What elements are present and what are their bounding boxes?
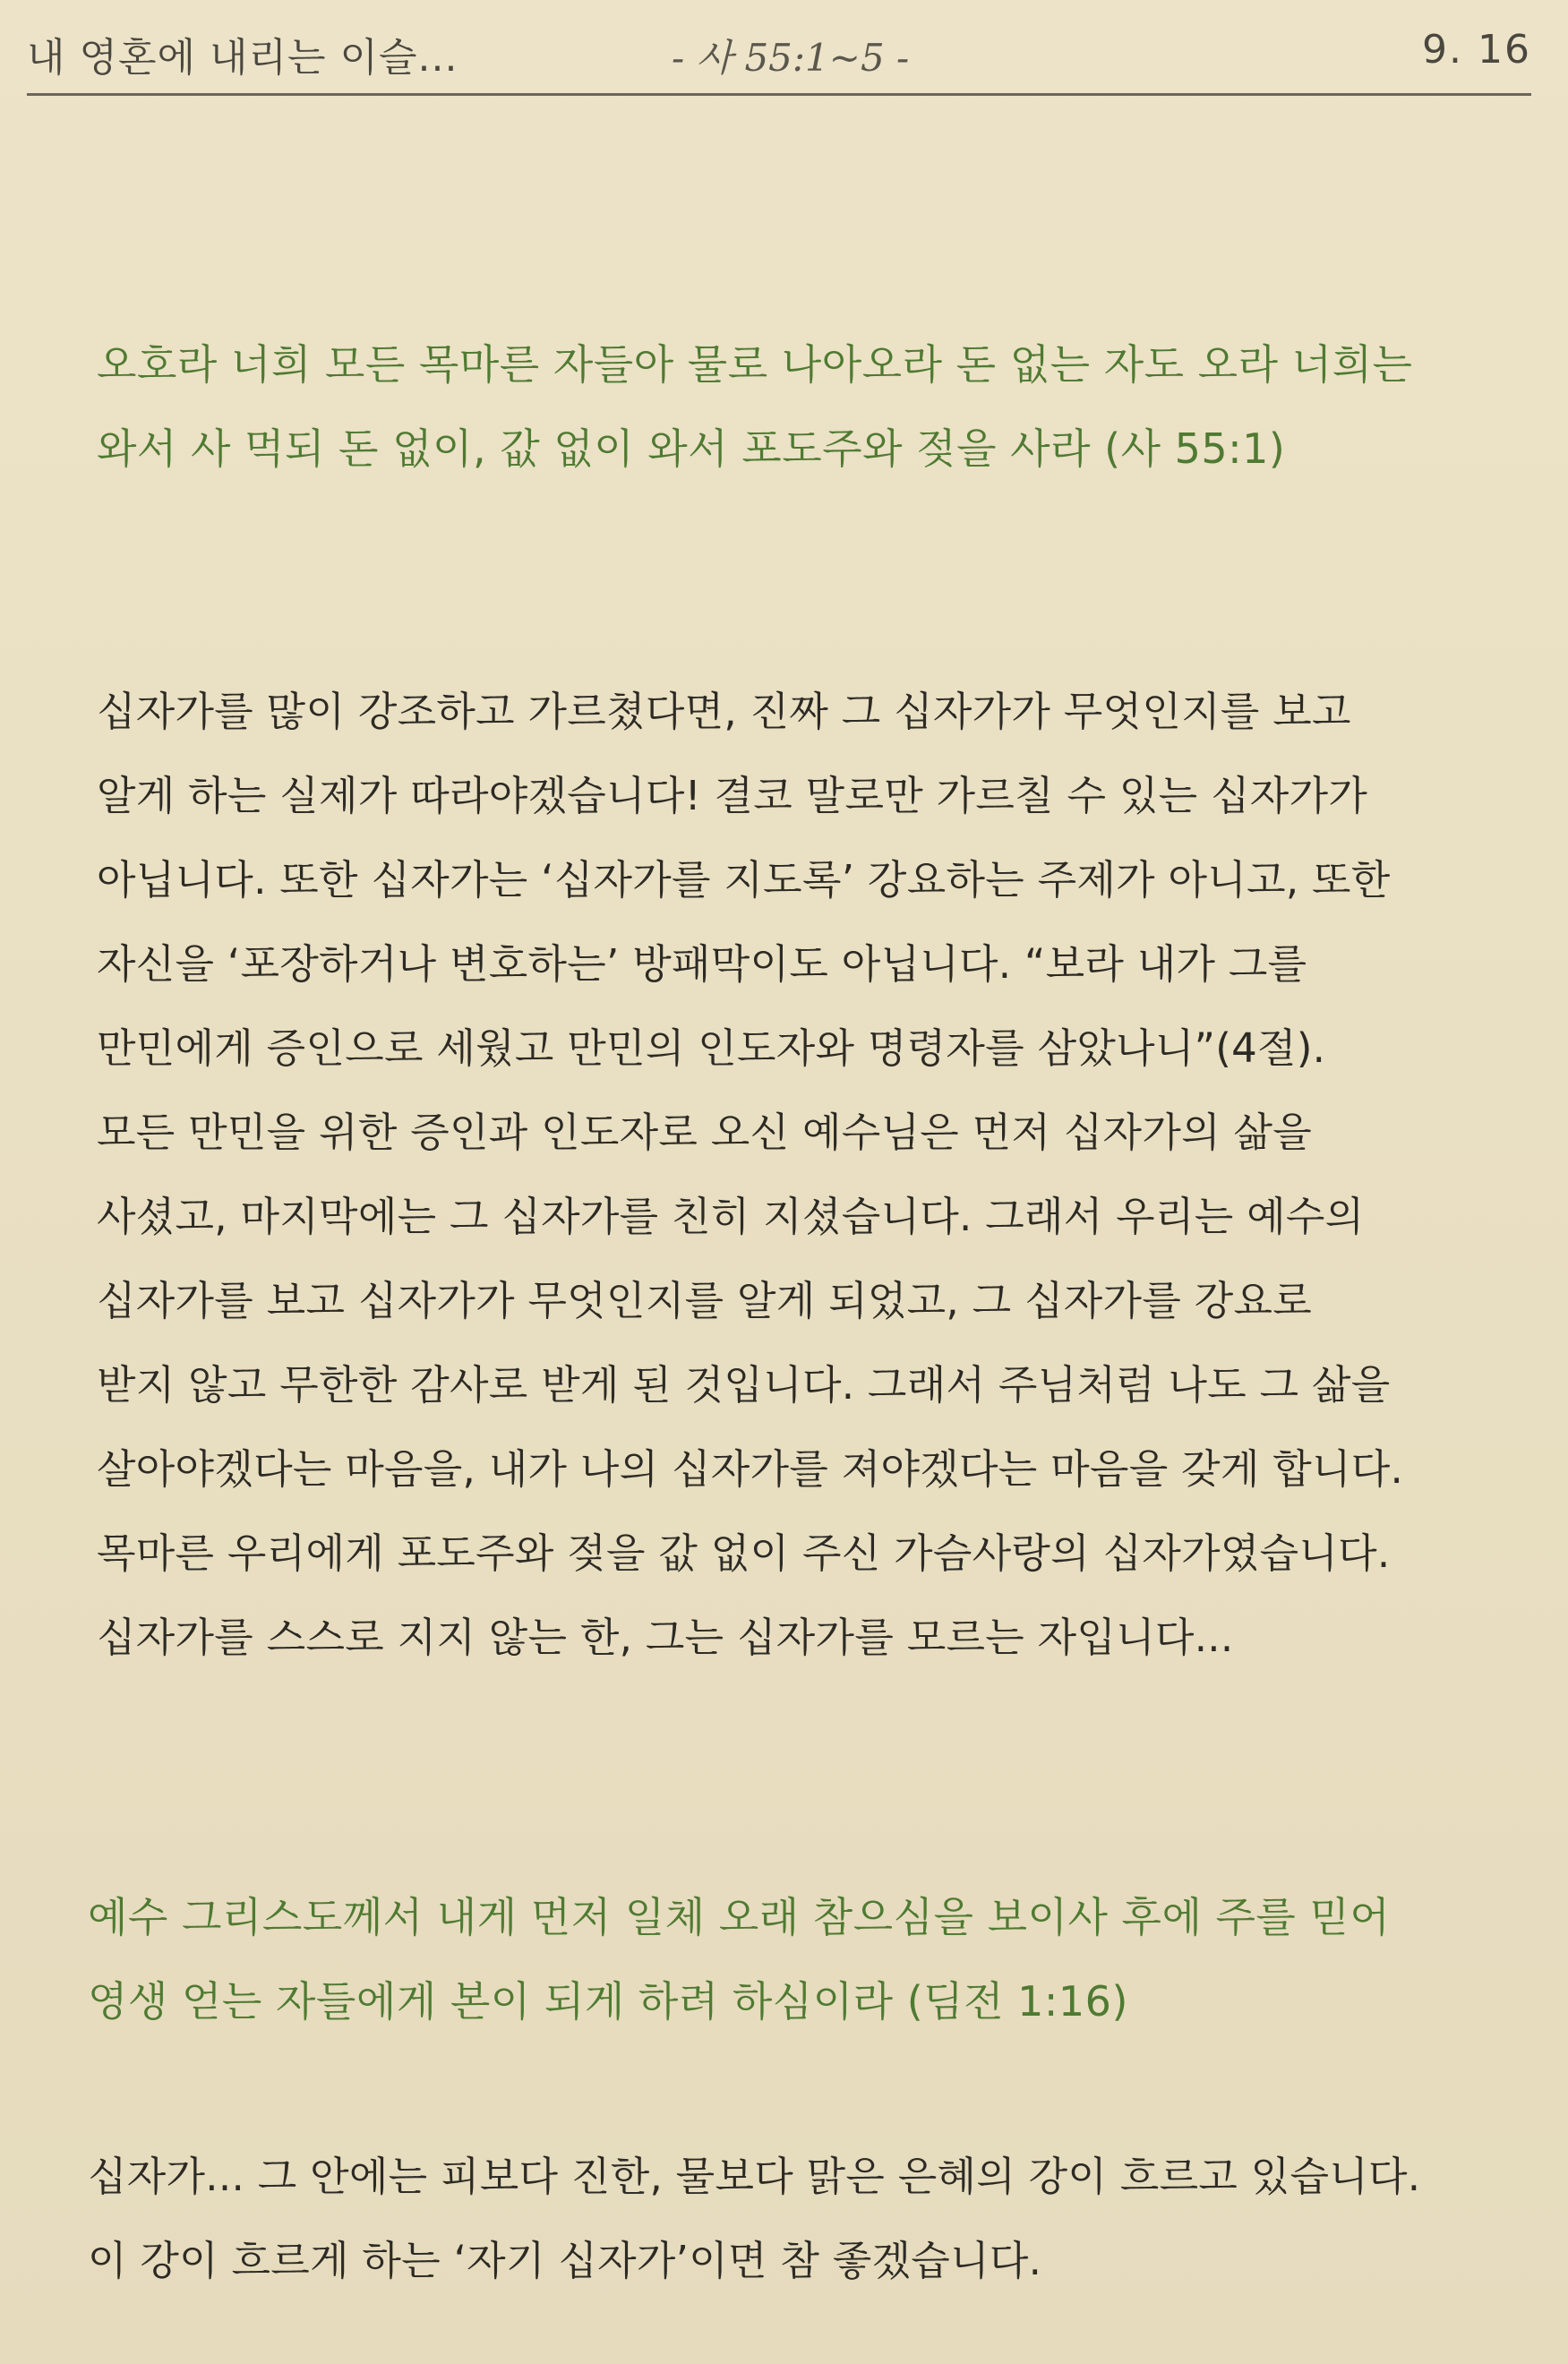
page-date: 9. 16 (1422, 27, 1531, 73)
closing-line: 이 강이 흐르게 하는 ‘자기 십자가’이면 참 좋겠습니다. (88, 2237, 1042, 2284)
passage-reference: - 사 55:1~5 - (672, 36, 910, 80)
verse-line: 와서 사 먹되 돈 없이, 값 없이 와서 포도주와 젖을 사라 (사 55:1) (97, 424, 1286, 473)
meditation-line: 받지 않고 무한한 감사로 받게 된 것입니다. 그래서 주님처럼 나도 그 삶을 (97, 1361, 1391, 1409)
header-divider (27, 93, 1531, 96)
meditation-line: 십자가를 스스로 지지 않는 한, 그는 십자가를 모르는 자입니다... (97, 1614, 1234, 1661)
meditation-line: 십자가를 보고 십자가가 무엇인지를 알게 되었고, 그 십자가를 강요로 (97, 1277, 1312, 1324)
meditation-line: 살아야겠다는 마음을, 내가 나의 십자가를 져야겠다는 마음을 갖게 합니다. (97, 1445, 1404, 1493)
meditation-line: 알게 하는 실제가 따라야겠습니다! 결코 말로만 가르칠 수 있는 십자가가 (97, 772, 1368, 819)
verse-line: 오호라 너희 모든 목마른 자들아 물로 나아오라 돈 없는 자도 오라 너희는 (97, 340, 1413, 389)
closing-text (88, 2135, 1485, 2303)
meditation-line: 목마른 우리에게 포도주와 젖을 값 없이 주신 가슴사랑의 십자가였습니다. (97, 1529, 1391, 1577)
verse-line: 예수 그리스도께서 내게 먼저 일체 오래 참으심을 보이사 후에 주를 믿어 (88, 1893, 1391, 1941)
page-header (27, 25, 1531, 97)
closing-line: 십자가... 그 안에는 피보다 진한, 물보다 맑은 은혜의 강이 흐르고 있습니다. (88, 2153, 1421, 2200)
scripture-verse-top (97, 322, 1494, 491)
scripture-verse-bottom (88, 1875, 1485, 2043)
meditation-line: 아닙니다. 또한 십자가는 ‘십자가를 지도록’ 강요하는 주제가 아니고, 또한 (97, 856, 1391, 904)
meditation-line: 자신을 ‘포장하거나 변호하는’ 방패막이도 아닙니다. “보라 내가 그를 (97, 940, 1307, 988)
book-title: 내 영혼에 내리는 이슬... (27, 35, 458, 81)
meditation-line: 십자가를 많이 강조하고 가르쳤다면, 진짜 그 십자가가 무엇인지를 보고 (97, 688, 1351, 735)
meditation-line: 사셨고, 마지막에는 그 십자가를 친히 지셨습니다. 그래서 우리는 예수의 (97, 1193, 1365, 1240)
meditation-line: 모든 만민을 위한 증인과 인도자로 오신 예수님은 먼저 십자가의 삶을 (97, 1109, 1312, 1156)
meditation-text (97, 670, 1494, 1680)
meditation-line: 만민에게 증인으로 세웠고 만민의 인도자와 명령자를 삼았나니”(4절). (97, 1024, 1326, 1072)
verse-line: 영생 얻는 자들에게 본이 되게 하려 하심이라 (딤전 1:16) (88, 1977, 1128, 2026)
